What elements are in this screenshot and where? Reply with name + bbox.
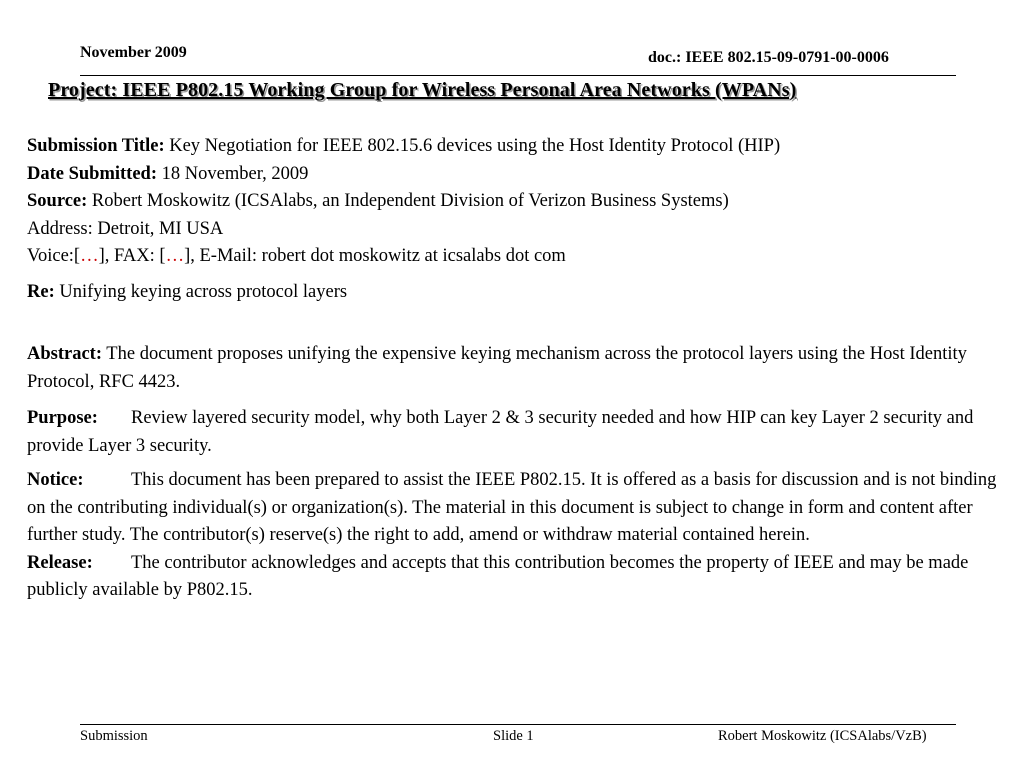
release-label: Release: <box>27 552 93 573</box>
date-submitted-label: Date Submitted: <box>27 163 158 184</box>
voice-placeholder: … <box>80 246 99 266</box>
re-value: Unifying keying across protocol layers <box>54 281 348 302</box>
purpose-paragraph <box>27 405 1017 460</box>
footer-author: Robert Moskowitz (ICSAlabs/VzB) <box>718 728 927 744</box>
date-submitted-line <box>27 161 1017 189</box>
release-paragraph <box>27 550 1017 605</box>
abstract-label: Abstract: <box>27 344 103 364</box>
fax-placeholder: … <box>165 246 185 266</box>
contact-line <box>27 243 1017 271</box>
submission-title-label: Submission Title: <box>27 136 165 156</box>
notice-paragraph <box>27 467 1017 550</box>
footer-submission: Submission <box>80 728 148 744</box>
notice-label: Notice: <box>27 470 84 490</box>
submission-body <box>27 133 1017 605</box>
voice-label: Voice:[ <box>27 246 81 266</box>
date-submitted-value: 18 November, 2009 <box>157 163 309 184</box>
source-label: Source: <box>27 191 88 211</box>
source-line <box>27 188 1017 216</box>
abstract-paragraph <box>27 341 1017 396</box>
project-title: Project: IEEE P802.15 Working Group for Wireless Personal Area Networks (WPANs) <box>48 79 797 101</box>
footer-divider <box>80 724 956 725</box>
address-line: Address: Detroit, MI USA <box>27 218 224 239</box>
purpose-text: Review layered security model, why both Layer 2 & 3 security needed and how HIP can key Layer 2 security and provide Layer 3 security. <box>27 408 974 456</box>
purpose-label: Purpose: <box>27 408 98 428</box>
submission-title-line <box>27 133 1017 161</box>
header-doc-number: doc.: IEEE 802.15-09-0791-00-0006 <box>648 49 889 66</box>
re-label: Re: <box>27 281 55 302</box>
notice-text: This document has been prepared to assist the IEEE P802.15. It is offered as a basis for discussion and is not binding on the contributing individual(s) or organization(s). The material in this document is subject to change in form and content after further study. The contributor(s) reserve(s) the right to add, amend or withdraw material contained herein. <box>27 470 997 545</box>
re-line <box>27 279 1017 307</box>
fax-label: ], FAX: [ <box>98 246 166 266</box>
header-divider <box>80 75 956 76</box>
email-text: ], E-Mail: robert dot moskowitz at icsalabs dot com <box>184 246 566 266</box>
release-text: The contributor acknowledges and accepts that this contribution becomes the property of IEEE and may be made publicly available by P802.15. <box>27 552 969 600</box>
submission-title-value: Key Negotiation for IEEE 802.15.6 devices using the Host Identity Protocol (HIP) <box>164 136 781 156</box>
header-date: November 2009 <box>80 44 187 61</box>
source-value: Robert Moskowitz (ICSAlabs, an Independent Division of Verizon Business Systems) <box>87 191 729 211</box>
footer-slide-number: Slide 1 <box>493 728 534 744</box>
abstract-text: The document proposes unifying the expensive keying mechanism across the protocol layers using the Host Identity Protocol, RFC 4423. <box>27 344 967 392</box>
